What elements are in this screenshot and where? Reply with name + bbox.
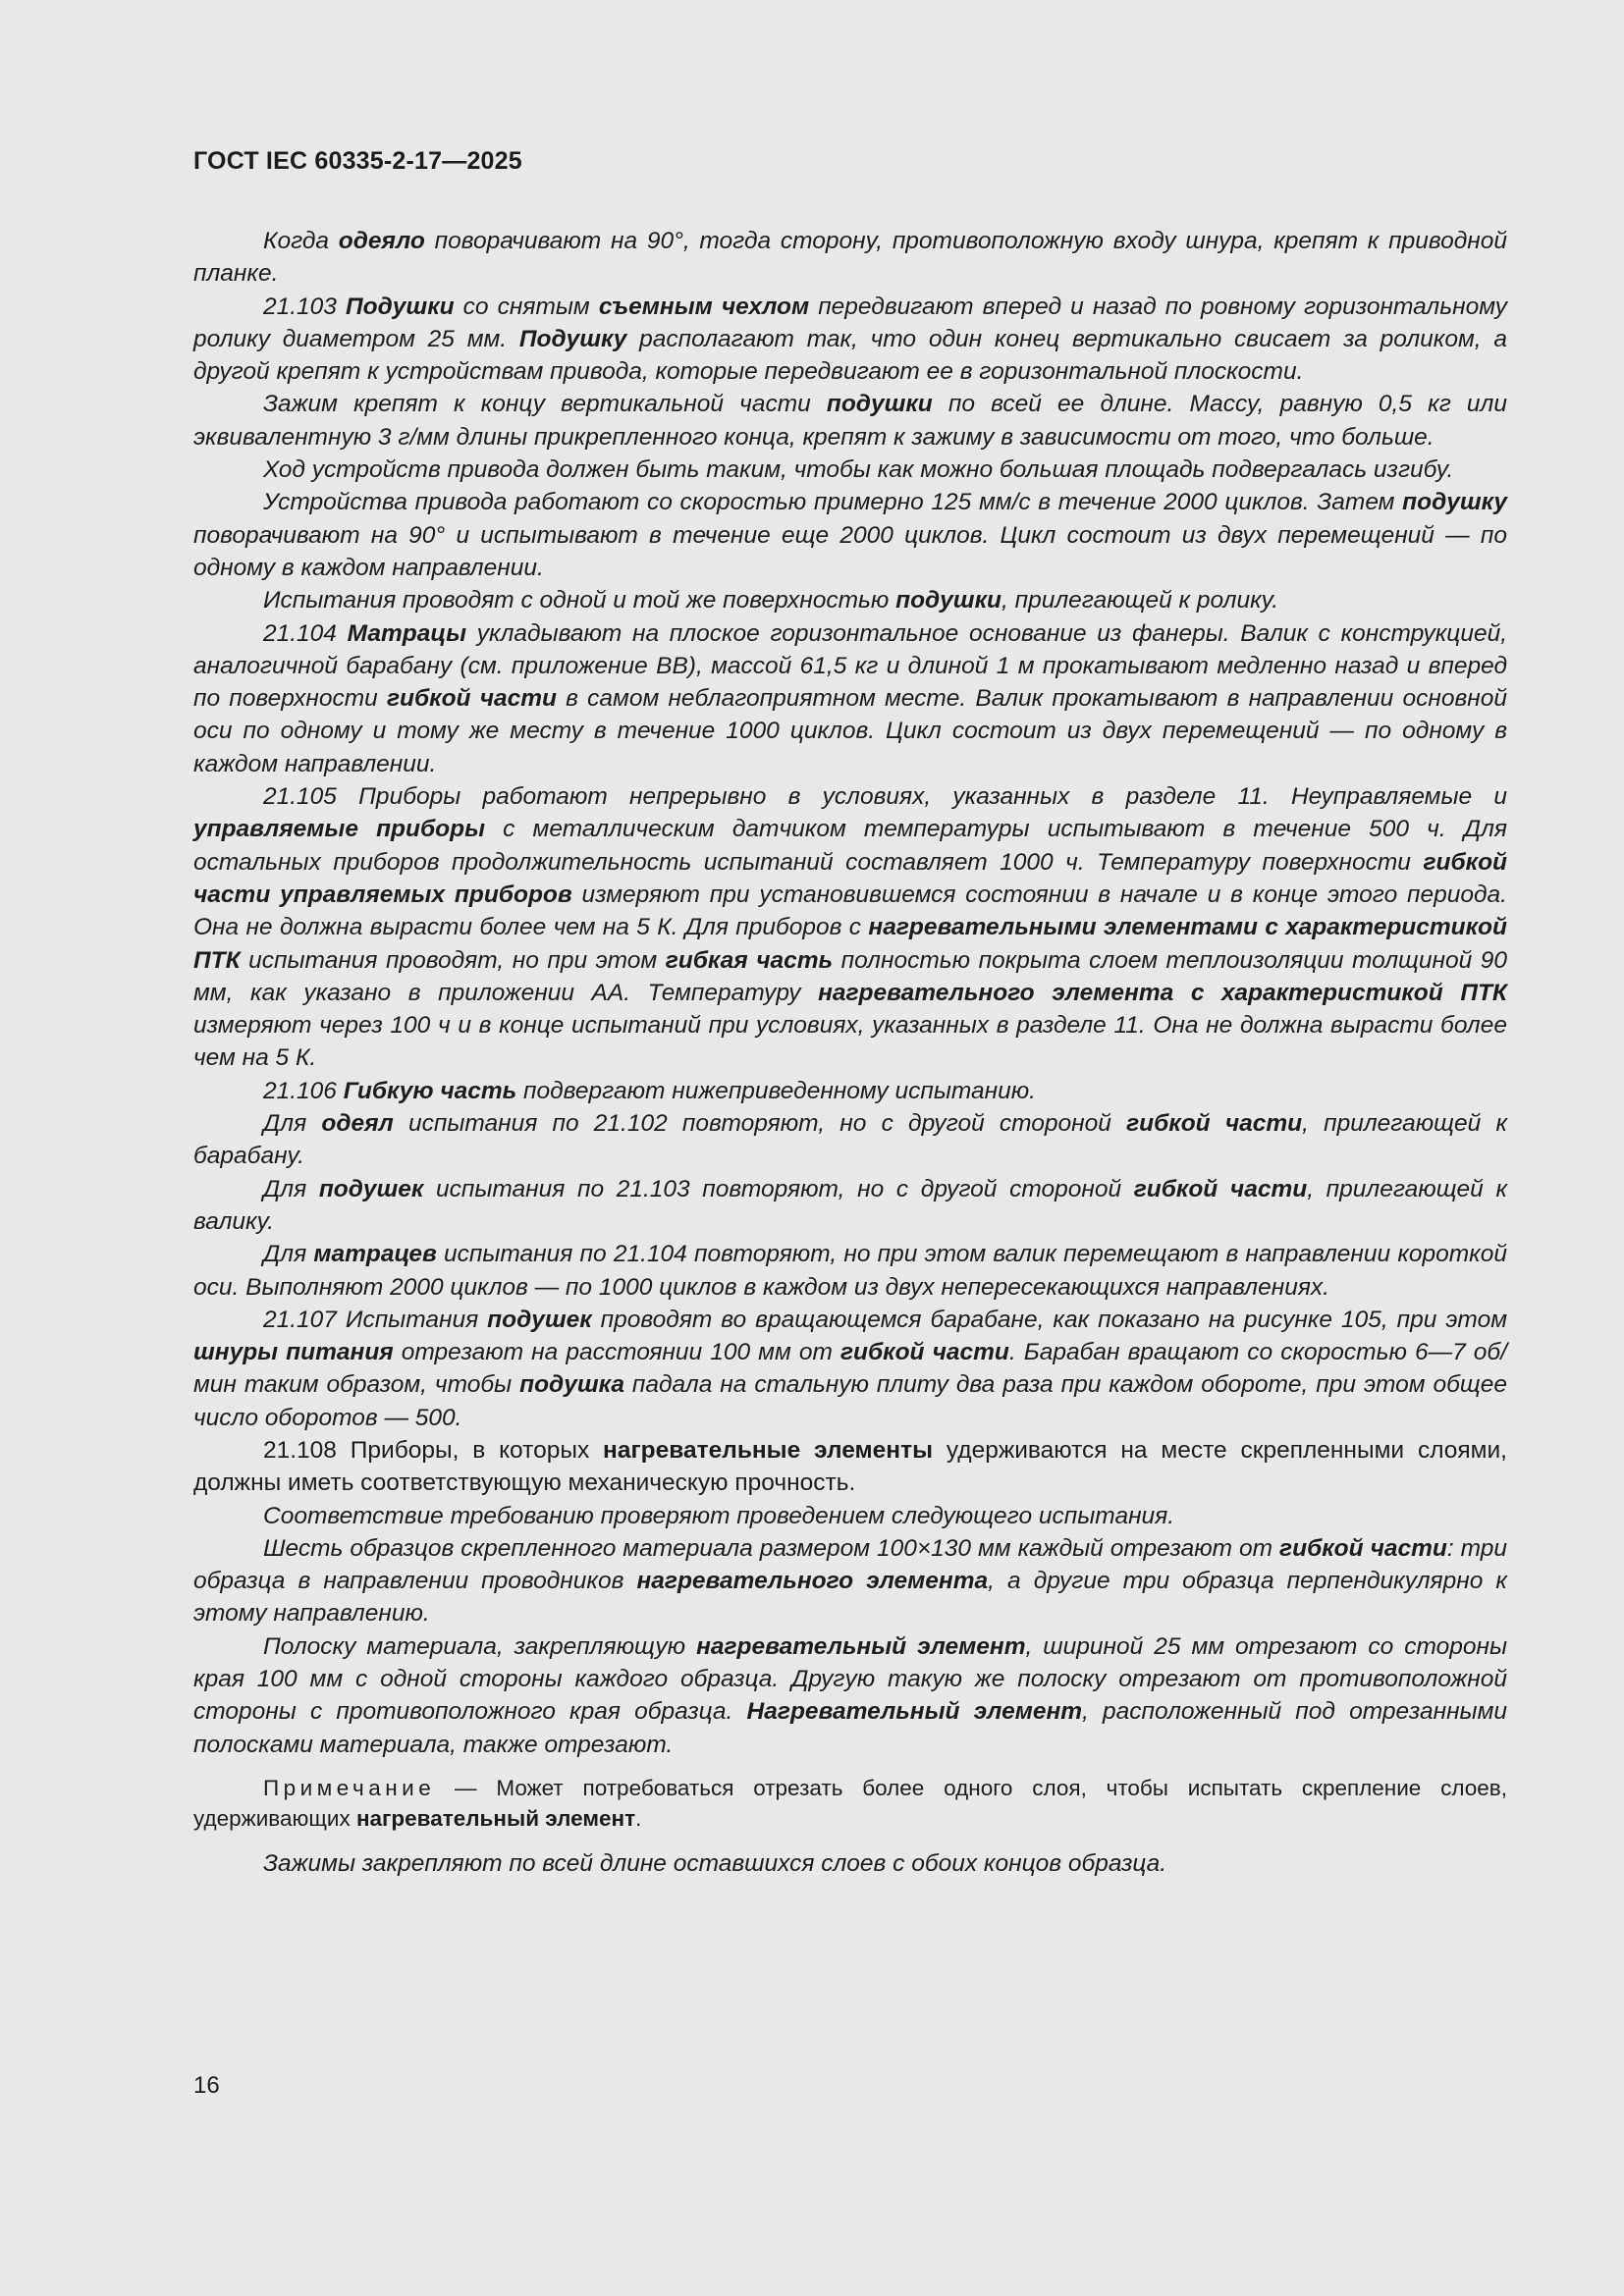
paragraph	[193, 1107, 1507, 1173]
text-run: отрезают на расстоянии 100 мм от	[393, 1339, 840, 1366]
text-run: с металлическим датчиком температуры испытывают в течение 500 ч. Для остальных приборов продолжительность испытаний составляет 1000 ч. Температуру поверхности	[193, 816, 1507, 876]
text-run: Для	[263, 1175, 319, 1202]
text-run: поворачивают на 90° и испытывают в течение еще 2000 циклов. Цикл состоит из двух перемещений — по одному в каждом направлении.	[193, 521, 1507, 581]
term: гибкой части	[1133, 1175, 1308, 1202]
paragraph	[193, 1532, 1507, 1630]
paragraph	[193, 1434, 1507, 1500]
text-run: испытания по 21.103 повторяют, но с другой стороной	[423, 1175, 1134, 1202]
text-run: по всей ее длине. Массу, равную 0,5 кг или эквивалентную 3 г/мм длины прикрепленного конца, крепят к зажиму в зависимости от того, что больше.	[193, 391, 1507, 451]
term: подушки	[895, 587, 1001, 614]
paragraph	[193, 454, 1507, 486]
text-run: Полоску материала, закрепляющую	[263, 1632, 697, 1660]
paragraph	[193, 291, 1507, 389]
text-run: , прилегающей к ролику.	[1001, 587, 1279, 614]
text-run: укладывают на плоское горизонтальное основание из фанеры. Валик с конструкцией, аналогичной барабану (см. приложение ВВ), массой 61,5 кг и длиной 1 м прокатывают медленно назад и вперед по поверхности	[193, 619, 1507, 713]
text-run: удерживаются на месте скрепленными слоями, должны иметь соответствующую механическую прочность.	[193, 1436, 1507, 1497]
note	[193, 1773, 1507, 1834]
term: гибкой части	[1279, 1534, 1447, 1562]
text-run: , шириной 25 мм отрезают со стороны края 100 мм с одной стороны каждого образца. Другую такую же полоску отрезают от противоположной стороны с противоположного края образца.	[193, 1632, 1507, 1726]
term: подушек	[318, 1175, 424, 1202]
paragraph	[193, 780, 1507, 1075]
term: управляемые приборы	[193, 816, 486, 843]
term: Матрацы	[347, 619, 467, 647]
paragraphs	[193, 225, 1507, 1761]
text-run: 21.107 Испытания	[263, 1306, 488, 1333]
paragraph	[193, 1238, 1507, 1304]
text-run: , прилегающей к барабану.	[193, 1110, 1508, 1170]
term: гибкой части управляемых приборов	[193, 848, 1507, 908]
term: матрацев	[313, 1241, 437, 1268]
text-run: подвергают нижеприведенному испытанию.	[516, 1077, 1036, 1104]
text-run: , а другие три образца перпендикулярно к этому направлению.	[193, 1568, 1507, 1628]
text-run: измеряют через 100 ч и в конце испытаний при условиях, указанных в разделе 11. Она не должна вырасти более чем на 5 К.	[193, 1012, 1507, 1072]
paragraph	[193, 1173, 1507, 1239]
note-bold: нагревательный элемент	[355, 1805, 636, 1831]
text-run: в самом неблагоприятном месте. Валик прокатывают в направлении основной оси по одному и тому же месту в течение 1000 циклов. Цикл состоит из двух перемещений — по одному в каждом направлении.	[193, 685, 1507, 777]
term: нагревательные элементы	[603, 1436, 933, 1464]
text-run: испытания по 21.104 повторяют, но при этом валик перемещают в направлении короткой оси. Выполняют 2000 циклов — по 1000 циклов в каждом из двух непересекающихся направлениях.	[193, 1241, 1508, 1301]
text-run: Шесть образцов скрепленного материала размером 100×130 мм каждый отрезают от	[263, 1534, 1280, 1562]
text-run: располагают так, что один конец вертикально свисает за роликом, а другой крепят к устройствам привода, которые передвигают ее в горизонтальной плоскости.	[193, 325, 1507, 386]
main-text	[193, 225, 1507, 1880]
text-run: , прилегающей к валику.	[193, 1175, 1508, 1235]
text-run: 21.108 Приборы, в которых	[263, 1436, 604, 1464]
term: подушку	[1402, 489, 1507, 516]
text-run: , расположенный под отрезанными полосками материала, также отрезают.	[193, 1698, 1508, 1758]
text-run: . Барабан вращают со скоростью 6—7 об/мин таким образом, чтобы	[193, 1339, 1507, 1399]
term: гибкая часть	[665, 946, 834, 974]
page-header: ГОСТ IEC 60335-2-17—2025	[193, 147, 522, 175]
term: подушки	[826, 391, 933, 418]
term: нагревательного элемента	[636, 1568, 989, 1595]
term: шнуры питания	[193, 1339, 394, 1366]
term: гибкой части	[839, 1339, 1009, 1366]
paragraph	[193, 1304, 1507, 1434]
paragraph	[193, 617, 1507, 780]
final-paragraph: Зажимы закрепляют по всей длине оставшихся слоев с обоих концов образца.	[263, 1849, 1167, 1877]
text-run: Соответствие требованию проверяют проведением следующего испытания.	[263, 1502, 1175, 1529]
term: подушка	[519, 1371, 624, 1399]
paragraph	[193, 1075, 1507, 1107]
text-run: проводят во вращающемся барабане, как показано на рисунке 105, при этом	[591, 1306, 1507, 1333]
text-run: Для	[263, 1110, 322, 1138]
term: нагревательными элементами с характеристикой ПТК	[193, 914, 1507, 974]
text-run: Ход устройств привода должен быть таким, чтобы как можно большая площадь подвергалась изгибу.	[263, 456, 1454, 484]
text-run: испытания проводят, но при этом	[240, 946, 666, 974]
term: Нагревательный элемент	[746, 1698, 1083, 1726]
paragraph	[193, 584, 1507, 616]
note-end: .	[635, 1805, 642, 1831]
text-run: : три образца в направлении проводников	[193, 1534, 1508, 1595]
text-run: Когда	[263, 228, 339, 254]
term: одеял	[321, 1110, 394, 1138]
text-run: полностью покрыта слоем теплоизоляции толщиной 90 мм, как указано в приложении АА. Температуру	[193, 946, 1507, 1006]
term: нагревательный элемент	[696, 1632, 1026, 1660]
paragraph	[193, 225, 1507, 291]
text-run: Устройства привода работают со скоростью примерно 125 мм/с в течение 2000 циклов. Затем	[263, 489, 1403, 516]
text-run: 21.105 Приборы работают непрерывно в условиях, указанных в разделе 11. Неуправляемые и	[263, 783, 1507, 811]
term: Подушки	[346, 293, 455, 320]
page-number: 16	[193, 2072, 220, 2099]
text-run: испытания по 21.102 повторяют, но с другой стороной	[393, 1110, 1127, 1138]
paragraph	[193, 1500, 1507, 1532]
text-run: со снятым	[454, 293, 599, 320]
text-run: 21.103	[263, 293, 347, 320]
paragraph	[193, 1630, 1507, 1761]
term: съемным чехлом	[598, 293, 810, 320]
term: гибкой части	[1126, 1110, 1303, 1138]
text-run: Зажим крепят к концу вертикальной части	[263, 391, 827, 418]
term: подушек	[487, 1306, 592, 1333]
note-label: Примечание	[263, 1775, 436, 1800]
text-run: измеряют при установившемся состоянии в начале и в конце этого периода. Она не должна вырасти более чем на 5 К. Для приборов с	[193, 881, 1507, 941]
term: Подушку	[518, 325, 627, 352]
text-run: поворачивают на 90°, тогда сторону, противоположную входу шнура, крепят к приводной планке.	[193, 228, 1507, 288]
note-text: — Может потребоваться отрезать более одного слоя, чтобы испытать скрепление слоев, удерживающих	[193, 1775, 1507, 1831]
text-run: Испытания проводят с одной и той же поверхностью	[263, 587, 896, 614]
term: Гибкую часть	[343, 1077, 517, 1104]
term: одеяло	[338, 228, 425, 254]
text-run: падала на стальную плиту два раза при каждом обороте, при этом общее число оборотов — 500.	[193, 1371, 1507, 1431]
text-run: Для	[263, 1241, 314, 1268]
text-run: 21.104	[263, 619, 348, 647]
term: гибкой части	[386, 685, 557, 713]
paragraph	[193, 486, 1507, 584]
text-run: передвигают вперед и назад по ровному горизонтальному ролику диаметром 25 мм.	[193, 293, 1508, 352]
paragraph	[193, 388, 1507, 454]
term: нагревательного элемента с характеристикой ПТК	[818, 979, 1507, 1006]
text-run: 21.106	[263, 1077, 344, 1104]
